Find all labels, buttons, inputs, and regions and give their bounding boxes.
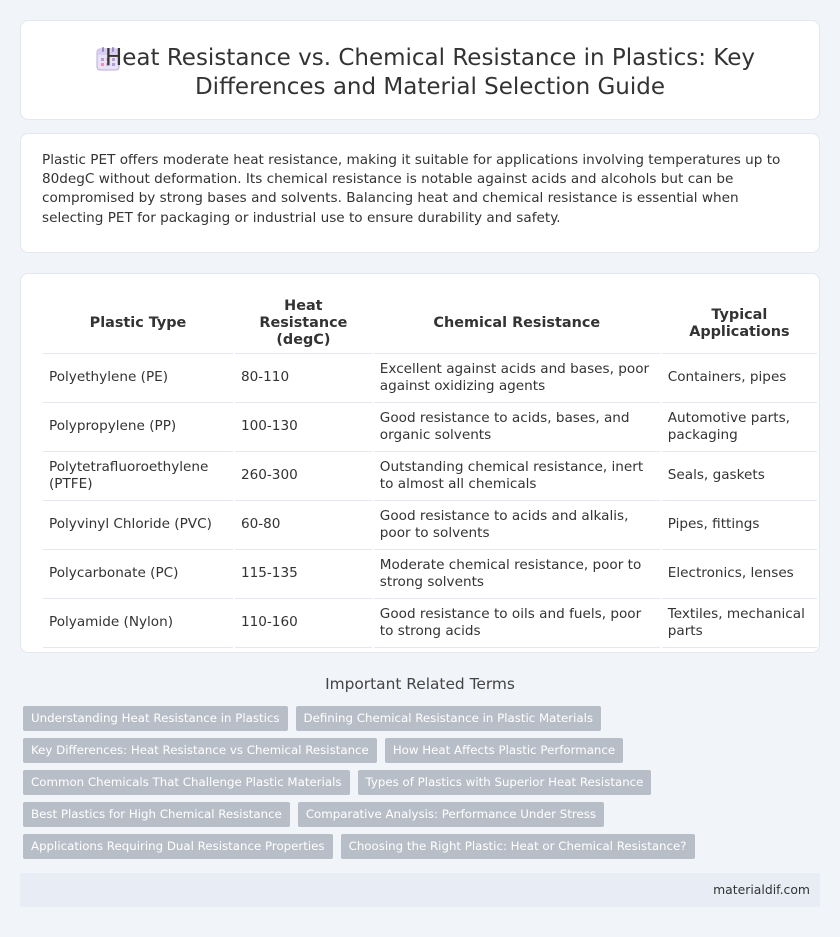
related-term-link[interactable]: Applications Requiring Dual Resistance Properties <box>23 834 333 859</box>
intro-paragraph: Plastic PET offers moderate heat resistance, making it suitable for applications involving temperatures up to 80degC without deformation. Its chemical resistance is notable against acids and alcohols but can be compromised by strong bases and solvents. Balancing heat and chemical resistance is essential when selecting PET for packaging or industrial use to ensure durability and safety. <box>42 152 781 226</box>
header-typical-applications: Typical Applications <box>662 294 817 354</box>
cell-heat-resistance: 100-130 <box>235 403 372 452</box>
cell-chemical-resistance: Good resistance to acids and alkalis, poor to solvents <box>374 501 660 550</box>
cell-chemical-resistance: Good resistance to oils and fuels, poor to strong acids <box>374 599 660 648</box>
table-card <box>20 273 820 653</box>
table-header-row <box>43 294 817 354</box>
table-row <box>43 403 817 452</box>
cell-applications: Pipes, fittings <box>662 501 817 550</box>
cell-applications: Automotive parts, packaging <box>662 403 817 452</box>
table-row <box>43 452 817 501</box>
cell-plastic-type: Polyethylene (PE) <box>43 354 233 403</box>
cell-heat-resistance: 80-110 <box>235 354 372 403</box>
cell-applications: Textiles, mechanical parts <box>662 599 817 648</box>
related-term-link[interactable]: Types of Plastics with Superior Heat Resistance <box>358 770 652 795</box>
related-terms-title: Important Related Terms <box>325 675 515 693</box>
cell-chemical-resistance: Excellent against acids and bases, poor against oxidizing agents <box>374 354 660 403</box>
cell-applications: Seals, gaskets <box>662 452 817 501</box>
related-term-link[interactable]: Defining Chemical Resistance in Plastic Materials <box>296 706 602 731</box>
cell-chemical-resistance: Moderate chemical resistance, poor to strong solvents <box>374 550 660 599</box>
tag-row <box>23 706 803 738</box>
cell-plastic-type: Polycarbonate (PC) <box>43 550 233 599</box>
page-title: Heat Resistance vs. Chemical Resistance in Plastics: Key Differences and Material Selection Guide <box>104 45 756 100</box>
header-chemical-resistance: Chemical Resistance <box>374 294 660 354</box>
title-card <box>20 20 820 120</box>
cell-chemical-resistance: Good resistance to acids, bases, and organic solvents <box>374 403 660 452</box>
tag-row <box>23 738 803 770</box>
related-term-link[interactable]: Comparative Analysis: Performance Under Stress <box>298 802 604 827</box>
table-row <box>43 550 817 599</box>
cell-chemical-resistance: Outstanding chemical resistance, inert to almost all chemicals <box>374 452 660 501</box>
comparison-table <box>41 294 819 648</box>
header-plastic-type: Plastic Type <box>43 294 233 354</box>
related-term-link[interactable]: Best Plastics for High Chemical Resistance <box>23 802 290 827</box>
cell-plastic-type: Polyamide (Nylon) <box>43 599 233 648</box>
table-row <box>43 354 817 403</box>
footer-site-link[interactable]: materialdif.com <box>713 882 810 897</box>
header-heat-resistance: Heat Resistance (degC) <box>235 294 372 354</box>
table-row <box>43 501 817 550</box>
related-term-link[interactable]: Common Chemicals That Challenge Plastic Materials <box>23 770 350 795</box>
related-term-link[interactable]: Choosing the Right Plastic: Heat or Chemical Resistance? <box>341 834 695 859</box>
tag-row <box>23 834 803 866</box>
tag-row <box>23 802 803 834</box>
tag-row <box>23 770 803 802</box>
table-row <box>43 599 817 648</box>
related-term-link[interactable]: How Heat Affects Plastic Performance <box>385 738 623 763</box>
cell-heat-resistance: 115-135 <box>235 550 372 599</box>
cell-applications: Electronics, lenses <box>662 550 817 599</box>
cell-heat-resistance: 260-300 <box>235 452 372 501</box>
cell-plastic-type: Polypropylene (PP) <box>43 403 233 452</box>
cell-heat-resistance: 60-80 <box>235 501 372 550</box>
cell-applications: Containers, pipes <box>662 354 817 403</box>
related-term-link[interactable]: Key Differences: Heat Resistance vs Chemical Resistance <box>23 738 377 763</box>
cell-heat-resistance: 110-160 <box>235 599 372 648</box>
footer <box>20 873 820 907</box>
cell-plastic-type: Polyvinyl Chloride (PVC) <box>43 501 233 550</box>
related-terms-list <box>23 706 803 866</box>
intro-card <box>20 133 820 253</box>
related-term-link[interactable]: Understanding Heat Resistance in Plastics <box>23 706 288 731</box>
cell-plastic-type: Polytetrafluoroethylene (PTFE) <box>43 452 233 501</box>
